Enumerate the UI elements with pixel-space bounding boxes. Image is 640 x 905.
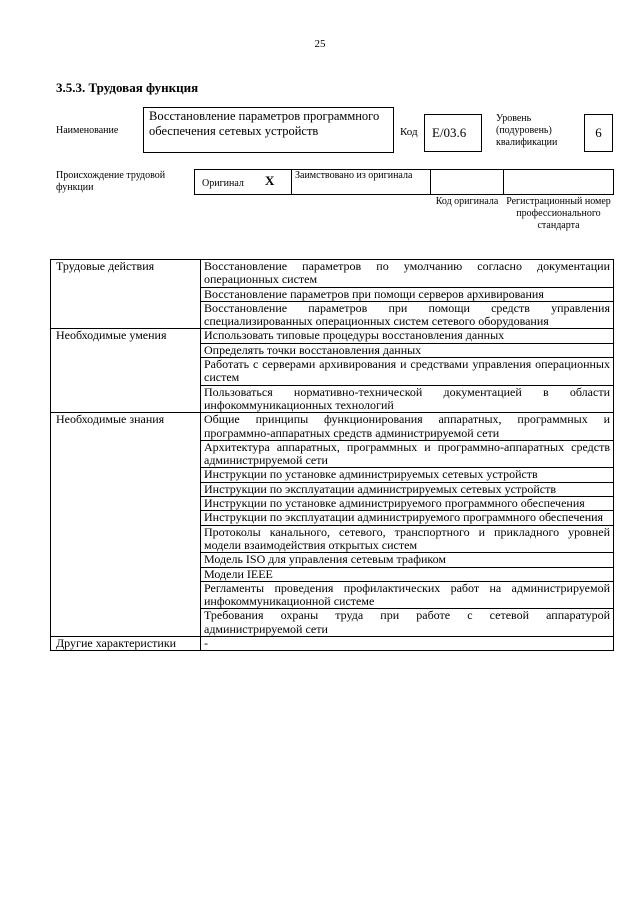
original-mark: X	[265, 173, 275, 188]
table-row	[51, 637, 614, 651]
item-cell: -	[201, 637, 614, 651]
function-table	[50, 259, 614, 651]
item-cell: Работать с серверами архивирования и средствами управления операционных систем	[201, 358, 614, 386]
item-cell: Регламенты проведения профилактических работ на администрируемой инфокоммуникационной системе	[201, 581, 614, 609]
table-row	[51, 413, 614, 441]
origin-label: Происхождение трудовой функции	[56, 170, 166, 193]
item-cell: Архитектура аппаратных, программных и программно-аппаратных средств администрируемой сети	[201, 440, 614, 468]
page-number: 25	[314, 38, 326, 50]
item-cell: Восстановление параметров по умолчанию согласно документации операционных систем	[201, 260, 614, 288]
borrowed-cell: Заимствовано из оригинала	[291, 169, 431, 195]
item-cell: Общие принципы функционирования аппаратных, программных и программно-аппаратных средств администрируемой сети	[201, 413, 614, 441]
table-row	[51, 260, 614, 288]
name-label: Наименование	[56, 125, 119, 136]
item-cell: Восстановление параметров при помощи средств управления специализированных операционных систем сетевого оборудования	[201, 301, 614, 329]
category-cell: Трудовые действия	[51, 260, 201, 329]
section-title: 3.5.3. Трудовая функция	[56, 80, 199, 95]
item-cell: Инструкции по эксплуатации администрируемого программного обеспечения	[201, 511, 614, 525]
code-box: E/03.6	[424, 114, 482, 152]
item-cell: Определять точки восстановления данных	[201, 343, 614, 357]
reg-number-caption: Регистрационный номер профессионального стандарта	[506, 196, 611, 231]
item-cell: Инструкции по установке администрируемых сетевых устройств	[201, 468, 614, 482]
code-original-caption: Код оригинала	[435, 196, 499, 207]
table-row	[51, 329, 614, 343]
reg-number-cell	[503, 169, 614, 195]
origin-table	[194, 169, 614, 195]
category-cell: Необходимые знания	[51, 413, 201, 637]
original-label: Оригинал	[202, 178, 244, 189]
item-cell: Модели IEEE	[201, 567, 614, 581]
item-cell: Пользоваться нормативно-технической документацией в области инфокоммуникационных технологий	[201, 385, 614, 413]
item-cell: Протоколы канального, сетевого, транспортного и прикладного уровней модели взаимодействия открытых систем	[201, 525, 614, 553]
level-label: Уровень (подуровень) квалификации	[496, 113, 558, 148]
code-original-cell	[430, 169, 504, 195]
function-name-box: Восстановление параметров программного обеспечения сетевых устройств	[143, 107, 394, 153]
level-box: 6	[584, 114, 613, 152]
item-cell: Использовать типовые процедуры восстановления данных	[201, 329, 614, 343]
item-cell: Требования охраны труда при работе с сетевой аппаратурой администрируемой сети	[201, 609, 614, 637]
item-cell: Инструкции по эксплуатации администрируемых сетевых устройств	[201, 482, 614, 496]
original-cell	[194, 169, 292, 195]
category-cell: Другие характеристики	[51, 637, 201, 651]
code-label: Код	[400, 126, 418, 138]
item-cell: Инструкции по установке администрируемого программного обеспечения	[201, 497, 614, 511]
item-cell: Восстановление параметров при помощи серверов архивирования	[201, 287, 614, 301]
item-cell: Модель ISO для управления сетевым трафиком	[201, 553, 614, 567]
category-cell: Необходимые умения	[51, 329, 201, 413]
